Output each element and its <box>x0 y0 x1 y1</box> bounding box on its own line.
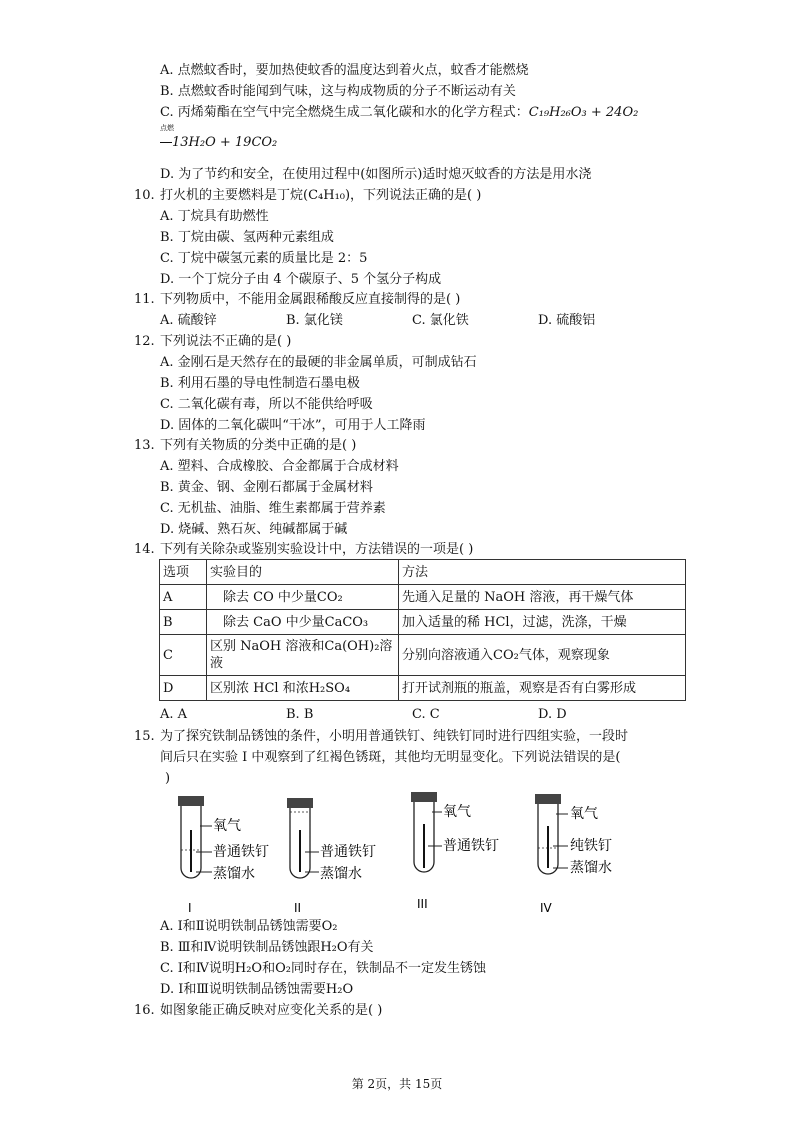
q12-option-a: A. 金刚石是天然存在的最硬的非金属单质，可制成钻石 <box>160 355 477 370</box>
table-cell: D <box>160 676 207 701</box>
q15-stem-line2: 间后只在实验 I 中观察到了红褐色锈斑，其他均无明显变化。下列说法错误的是( <box>160 750 621 765</box>
tube-1 <box>178 796 269 915</box>
q9-reaction-condition: 点燃 <box>160 124 174 132</box>
q9-equation-left: C₁₉H₂₆O₃ + 24O₂ <box>528 105 639 120</box>
q11-options <box>160 311 664 331</box>
table-row <box>160 610 686 635</box>
q15-option-a: A. Ⅰ和Ⅱ说明铁制品锈蚀需要O₂ <box>160 919 338 934</box>
q12-number: 12. <box>134 334 155 349</box>
table-cell: 先通入足量的 NaOH 溶液，再干燥气体 <box>399 585 686 610</box>
q9-option-c <box>160 103 638 123</box>
q16-stem: 如图象能正确反映对应变化关系的是( ) <box>160 1003 383 1018</box>
tube-1-label: I <box>188 901 192 915</box>
tube-2 <box>287 798 376 915</box>
q14-option-a: A. A <box>160 707 188 722</box>
tube-4-oxygen-label: 氧气 <box>570 806 598 822</box>
q11-option-a: A. 硫酸锌 <box>160 313 217 328</box>
table-header-cell: 选项 <box>160 560 207 585</box>
table-cell: 区别浓 HCl 和浓H₂SO₄ <box>207 676 399 701</box>
tube-4 <box>535 794 612 915</box>
q9-option-c-text: C. 丙烯菊酯在空气中完全燃烧生成二氧化碳和水的化学方程式： <box>160 105 529 120</box>
q14-options <box>160 705 664 725</box>
q9-option-d: D. 为了节约和安全，在使用过程中(如图所示)适时熄灭蚊香的方法是用水浇 <box>160 167 592 182</box>
tube-4-water-label: 蒸馏水 <box>570 860 612 876</box>
q9-option-b: B. 点燃蚊香时能闻到气味，这与构成物质的分子不断运动有关 <box>160 84 516 99</box>
q14-option-c: C. C <box>412 707 440 722</box>
q13-stem: 下列有关物质的分类中正确的是( ) <box>160 438 357 453</box>
q11-option-c: C. 氯化铁 <box>412 313 469 328</box>
q13-option-d: D. 烧碱、熟石灰、纯碱都属于碱 <box>160 522 348 537</box>
q16-number: 16. <box>134 1003 155 1018</box>
q11-option-d: D. 硫酸铝 <box>538 313 596 328</box>
table-header-cell: 实验目的 <box>207 560 399 585</box>
q13-number: 13. <box>134 438 155 453</box>
table-cell: 分别向溶液通入CO₂气体，观察现象 <box>399 635 686 676</box>
tube-3-label: III <box>417 897 428 911</box>
table-cell: A <box>160 585 207 610</box>
q12-option-b: B. 利用石墨的导电性制造石墨电极 <box>160 376 360 391</box>
tube-1-water-label: 蒸馏水 <box>213 866 255 882</box>
q12-option-c: C. 二氧化碳有毒，所以不能供给呼吸 <box>160 397 373 412</box>
table-cell: 区别 NaOH 溶液和Ca(OH)₂溶液 <box>207 635 399 676</box>
q15-number: 15. <box>134 729 155 744</box>
q13-option-b: B. 黄金、钢、金刚石都属于金属材料 <box>160 480 373 495</box>
table-cell: B <box>160 610 207 635</box>
tube-3-oxygen-label: 氧气 <box>443 804 471 820</box>
q15-stem-line1: 为了探究铁制品锈蚀的条件，小明用普通铁钉、纯铁钉同时进行四组实验，一段时 <box>160 729 629 744</box>
q10-option-c: C. 丁烷中碳氢元素的质量比是 2：5 <box>160 251 368 266</box>
tube-3-nail-label: 普通铁钉 <box>443 838 499 854</box>
q10-number: 10. <box>134 188 155 203</box>
q14-option-d: D. D <box>538 707 567 722</box>
tube-3 <box>411 792 499 911</box>
table-row <box>160 676 686 701</box>
table-cell: 加入适量的稀 HCl，过滤，洗涤，干燥 <box>399 610 686 635</box>
q12-stem: 下列说法不正确的是( ) <box>160 334 292 349</box>
table-cell: C <box>160 635 207 676</box>
q9-option-a: A. 点燃蚊香时，要加热使蚊香的温度达到着火点，蚊香才能燃烧 <box>160 63 529 78</box>
q9-equation-right: 13H₂O + 19CO₂ <box>172 135 278 150</box>
q10-option-b: B. 丁烷由碳、氢两种元素组成 <box>160 230 334 245</box>
table-cell: 打开试剂瓶的瓶盖，观察是否有白雾形成 <box>399 676 686 701</box>
tube-1-stopper <box>178 796 204 806</box>
q13-option-c: C. 无机盐、油脂、维生素都属于营养素 <box>160 501 386 516</box>
tube-2-stopper <box>287 798 313 808</box>
table-row <box>160 585 686 610</box>
table-header-row <box>160 560 686 585</box>
q15-option-d: D. Ⅰ和Ⅲ说明铁制品锈蚀需要H₂O <box>160 982 354 997</box>
tube-4-label: IV <box>540 901 552 915</box>
tube-2-water-label: 蒸馏水 <box>320 866 362 882</box>
q14-table <box>159 559 686 701</box>
q11-stem: 下列物质中，不能用金属跟稀酸反应直接制得的是( ) <box>160 292 461 307</box>
q10-option-a: A. 丁烷具有助燃性 <box>160 209 269 224</box>
q14-stem: 下列有关除杂或鉴别实验设计中，方法错误的一项是( ) <box>160 542 474 557</box>
tube-4-nail-label: 纯铁钉 <box>570 838 612 854</box>
tube-2-nail-label: 普通铁钉 <box>320 844 376 860</box>
tube-1-nail-label: 普通铁钉 <box>213 844 269 860</box>
q10-stem: 打火机的主要燃料是丁烷(C₄H₁₀)，下列说法正确的是( ) <box>160 188 482 203</box>
q15-option-c: C. Ⅰ和Ⅳ说明H₂O和O₂同时存在，铁制品不一定发生锈蚀 <box>160 961 486 976</box>
tube-3-stopper <box>411 792 437 802</box>
q11-option-b: B. 氯化镁 <box>286 313 343 328</box>
q12-option-d: D. 固体的二氧化碳叫“干冰”，可用于人工降雨 <box>160 418 426 433</box>
page-footer: 第 2页，共 15页 <box>351 1077 443 1091</box>
q15-test-tubes-diagram <box>170 790 640 920</box>
q9-equation-right-line <box>160 133 277 153</box>
q13-option-a: A. 塑料、合成橡胶、合金都属于合成材料 <box>160 459 399 474</box>
table-header-cell: 方法 <box>399 560 686 585</box>
q15-option-b: B. Ⅲ和Ⅳ说明铁制品锈蚀跟H₂O有关 <box>160 940 374 955</box>
q15-figure <box>170 790 640 920</box>
q14-option-b: B. B <box>286 707 314 722</box>
table-row <box>160 635 686 676</box>
q11-number: 11. <box>134 292 155 307</box>
table-cell: 除去 CaO 中少量CaCO₃ <box>207 610 399 635</box>
q9-equals-bar <box>160 142 172 143</box>
table-cell: 除去 CO 中少量CO₂ <box>207 585 399 610</box>
q10-option-d: D. 一个丁烷分子由 4 个碳原子、5 个氢分子构成 <box>160 272 442 287</box>
q14-number: 14. <box>134 542 155 557</box>
tube-4-stopper <box>535 794 561 804</box>
tube-2-label: II <box>294 901 302 915</box>
tube-1-oxygen-label: 氧气 <box>213 818 241 834</box>
q15-stem-line3: ) <box>165 771 171 786</box>
